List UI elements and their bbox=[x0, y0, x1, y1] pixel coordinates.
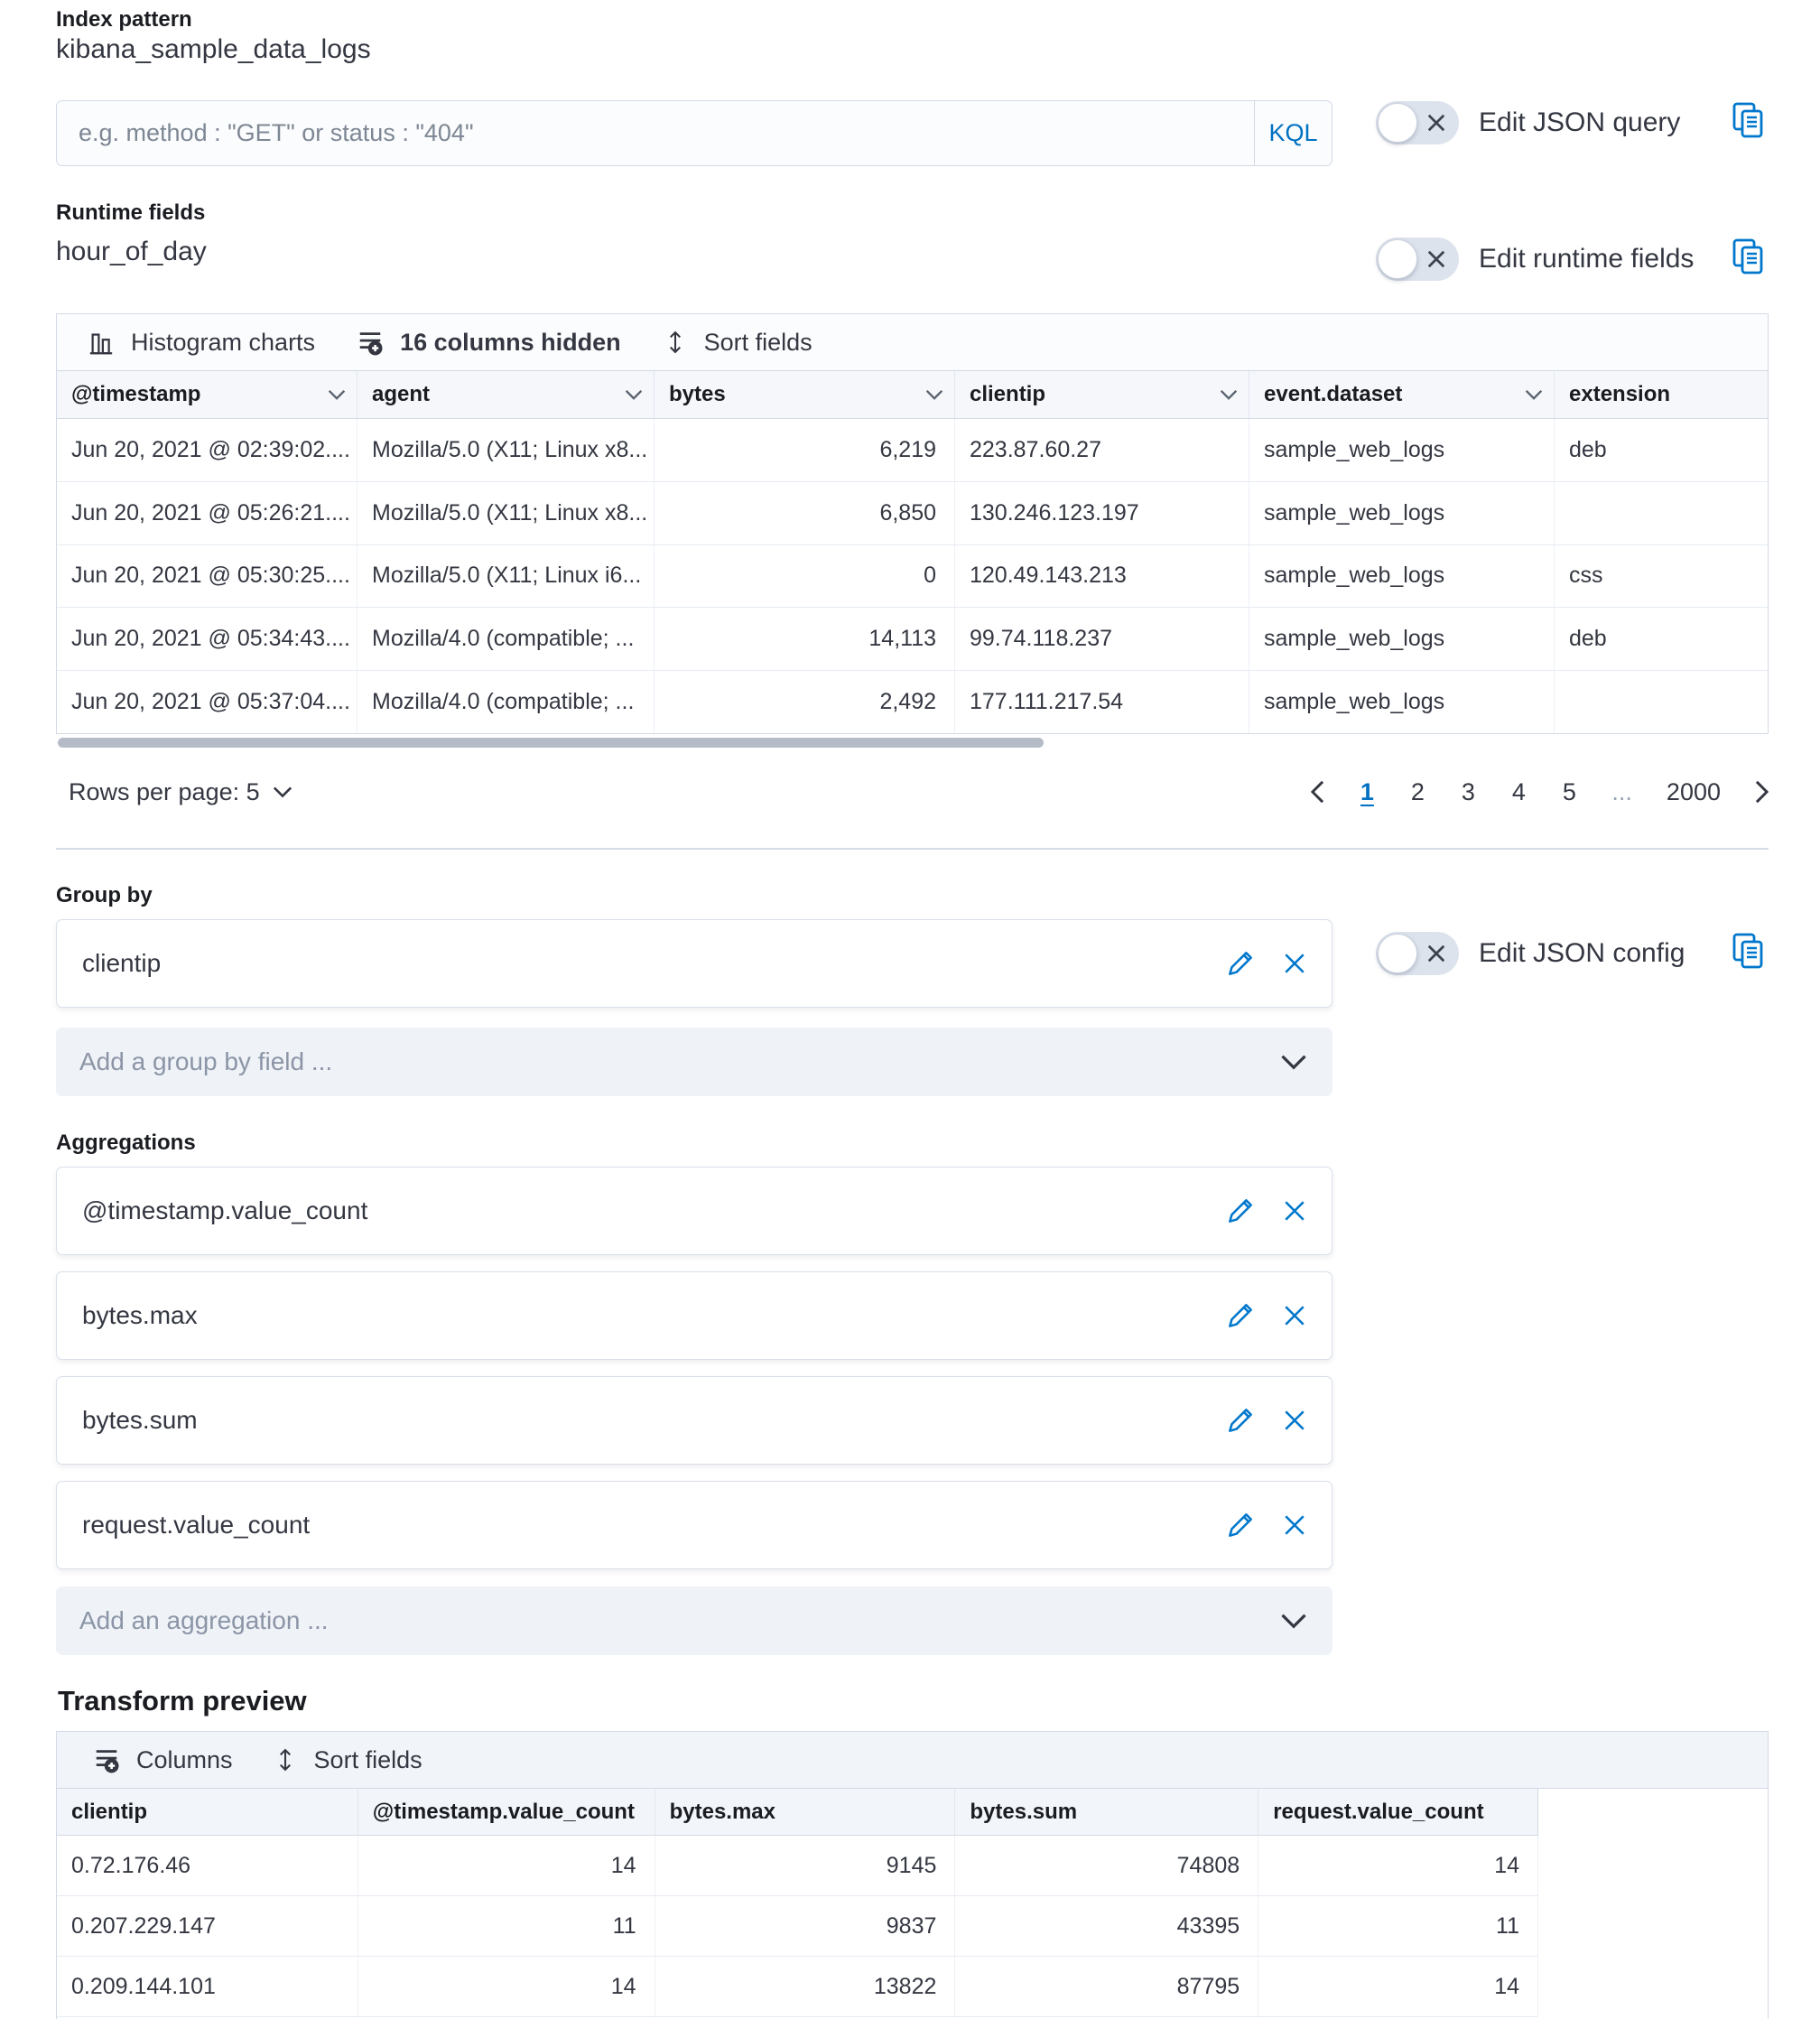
edit-json-config-toggle[interactable] bbox=[1376, 932, 1459, 975]
pagination-page-5[interactable]: 5 bbox=[1562, 777, 1576, 805]
cell-clientip: 120.49.143.213 bbox=[955, 545, 1249, 608]
pagination-page-4[interactable]: 4 bbox=[1511, 777, 1526, 805]
cell-clientip: 177.111.217.54 bbox=[955, 671, 1249, 733]
cell-timestamp: Jun 20, 2021 @ 05:26:21.... bbox=[57, 482, 358, 544]
cell-clientip: 99.74.118.237 bbox=[955, 608, 1249, 670]
column-header-clientip[interactable]: clientip bbox=[57, 1789, 358, 1835]
remove-aggregation-button[interactable] bbox=[1283, 1199, 1306, 1223]
next-page-button[interactable] bbox=[1755, 780, 1769, 804]
pencil-icon bbox=[1225, 1405, 1256, 1436]
query-bar bbox=[56, 100, 1332, 166]
copy-json-query-button[interactable] bbox=[1730, 99, 1766, 141]
remove-x-icon bbox=[1283, 1304, 1306, 1327]
edit-aggregation-button[interactable] bbox=[1225, 1300, 1256, 1331]
preview-columns-button[interactable] bbox=[93, 1746, 233, 1774]
group-by-item-clientip bbox=[56, 919, 1332, 1008]
edit-aggregation-button[interactable] bbox=[1225, 1510, 1256, 1540]
column-header-event-dataset[interactable]: event.dataset bbox=[1249, 371, 1555, 418]
cell-timestamp: Jun 20, 2021 @ 02:39:02.... bbox=[57, 419, 358, 481]
pencil-icon bbox=[1225, 1300, 1256, 1331]
section-divider bbox=[56, 848, 1769, 850]
cell-agent: Mozilla/5.0 (X11; Linux i6... bbox=[358, 545, 655, 608]
group-by-label: Group by bbox=[56, 883, 153, 907]
index-pattern-value: kibana_sample_data_logs bbox=[56, 34, 371, 64]
chevron-down-icon bbox=[625, 389, 643, 400]
chevron-down-icon bbox=[1280, 1054, 1307, 1070]
columns-list-add-icon bbox=[357, 329, 384, 356]
pencil-icon bbox=[1225, 948, 1256, 979]
cell-event-dataset: sample_web_logs bbox=[1249, 482, 1555, 544]
chevron-down-icon bbox=[1280, 1613, 1307, 1629]
column-header-request-value-count[interactable]: request.value_count bbox=[1273, 1799, 1484, 1824]
column-header-bytes[interactable]: bytes bbox=[655, 371, 955, 418]
aggregation-item-actions bbox=[1225, 1405, 1306, 1436]
cell-request-value-count: 14 bbox=[1494, 1973, 1519, 1999]
pagination-ellipsis: ... bbox=[1611, 777, 1632, 805]
column-header-extension[interactable]: extension bbox=[1569, 382, 1671, 406]
toggle-knob bbox=[1378, 103, 1417, 143]
toggle-off-x-icon bbox=[1426, 249, 1446, 269]
edit-json-query-label: Edit JSON query bbox=[1479, 107, 1681, 137]
cell-timestamp-value-count: 14 bbox=[358, 1836, 655, 1895]
histogram-charts-button[interactable] bbox=[88, 329, 315, 357]
cell-timestamp-value-count: 11 bbox=[358, 1896, 655, 1956]
chevron-down-icon bbox=[1525, 389, 1543, 400]
runtime-fields-value: hour_of_day bbox=[56, 237, 207, 266]
aggregation-item-timestamp-value-count bbox=[56, 1167, 1332, 1255]
cell-bytes-max: 9837 bbox=[655, 1896, 956, 1956]
cell-clientip: 0.207.229.147 bbox=[57, 1896, 358, 1956]
histogram-charts-label: Histogram charts bbox=[131, 328, 316, 356]
aggregation-item-label: @timestamp.value_count bbox=[82, 1196, 368, 1224]
cell-timestamp-value-count: 14 bbox=[358, 1957, 655, 2016]
cell-agent: Mozilla/4.0 (compatible; ... bbox=[358, 608, 655, 670]
cell-clientip: 0.209.144.101 bbox=[57, 1957, 358, 2016]
table-row bbox=[57, 419, 1768, 482]
table-row bbox=[57, 482, 1768, 545]
cell-agent: Mozilla/5.0 (X11; Linux x8... bbox=[358, 419, 655, 481]
edit-runtime-fields-toggle[interactable] bbox=[1376, 237, 1459, 281]
toggle-off-x-icon bbox=[1426, 113, 1446, 133]
cell-bytes-sum: 87795 bbox=[955, 1957, 1258, 2016]
add-group-by-placeholder: Add a group by field ... bbox=[79, 1047, 333, 1075]
toggle-knob bbox=[1378, 934, 1417, 973]
columns-hidden-button[interactable] bbox=[357, 329, 621, 357]
add-group-by-select[interactable] bbox=[56, 1028, 1332, 1096]
copy-icon bbox=[1732, 101, 1764, 139]
aggregation-item-actions bbox=[1225, 1196, 1306, 1226]
columns-hidden-label: 16 columns hidden bbox=[400, 328, 621, 356]
preview-grid-header bbox=[57, 1789, 1538, 1836]
cell-bytes: 0 bbox=[655, 545, 955, 608]
edit-group-by-button[interactable] bbox=[1225, 948, 1256, 979]
add-aggregation-select[interactable] bbox=[56, 1586, 1332, 1655]
rows-per-page-label: Rows per page: 5 bbox=[69, 777, 260, 805]
sort-fields-label: Sort fields bbox=[703, 328, 812, 356]
copy-icon bbox=[1732, 932, 1764, 970]
query-input[interactable] bbox=[57, 101, 1254, 165]
cell-bytes-max: 9145 bbox=[655, 1836, 956, 1895]
chevron-down-icon bbox=[1220, 389, 1238, 400]
aggregation-item-request-value-count bbox=[56, 1481, 1332, 1569]
chevron-left-icon bbox=[1311, 780, 1324, 804]
runtime-fields-label: Runtime fields bbox=[56, 200, 206, 225]
source-grid-header bbox=[57, 371, 1768, 419]
cell-clientip: 0.72.176.46 bbox=[57, 1836, 358, 1895]
aggregation-item-label: bytes.max bbox=[82, 1301, 198, 1329]
rows-per-page-button[interactable] bbox=[69, 772, 292, 812]
copy-json-config-button[interactable] bbox=[1730, 930, 1766, 972]
pencil-icon bbox=[1225, 1510, 1256, 1540]
cell-clientip: 130.246.123.197 bbox=[955, 482, 1249, 544]
edit-json-query-toggle[interactable] bbox=[1376, 101, 1459, 144]
column-header-bytes-max[interactable]: bytes.max bbox=[655, 1789, 956, 1835]
preview-sort-fields-label: Sort fields bbox=[313, 1745, 422, 1773]
sort-icon bbox=[273, 1746, 298, 1773]
cell-extension bbox=[1555, 482, 1768, 544]
chevron-down-icon bbox=[328, 389, 346, 400]
copy-icon bbox=[1732, 237, 1764, 275]
cell-clientip: 223.87.60.27 bbox=[955, 419, 1249, 481]
cell-bytes-sum: 74808 bbox=[955, 1836, 1258, 1895]
remove-x-icon bbox=[1283, 1199, 1306, 1223]
remove-group-by-button[interactable] bbox=[1283, 952, 1306, 975]
pagination-page-1[interactable]: 1 bbox=[1360, 777, 1374, 805]
cell-request-value-count: 11 bbox=[1496, 1912, 1519, 1939]
column-header-timestamp[interactable]: @timestamp bbox=[57, 371, 358, 418]
cell-bytes-max: 13822 bbox=[655, 1957, 956, 2016]
cell-extension: deb bbox=[1569, 436, 1607, 462]
sort-fields-button[interactable] bbox=[663, 329, 812, 357]
preview-data-grid bbox=[56, 1731, 1769, 2019]
columns-list-add-icon bbox=[93, 1746, 120, 1773]
sort-icon bbox=[663, 329, 688, 356]
pagination-page-2[interactable]: 2 bbox=[1410, 777, 1425, 805]
cell-bytes-sum: 43395 bbox=[955, 1896, 1258, 1956]
cell-extension: deb bbox=[1569, 626, 1607, 652]
cell-bytes: 14,113 bbox=[655, 608, 955, 670]
table-row bbox=[57, 1957, 1538, 2017]
cell-extension bbox=[1555, 671, 1768, 733]
aggregations-label: Aggregations bbox=[56, 1130, 196, 1155]
column-header-agent[interactable]: agent bbox=[358, 371, 655, 418]
table-row bbox=[57, 1836, 1538, 1896]
remove-aggregation-button[interactable] bbox=[1283, 1513, 1306, 1537]
cell-request-value-count: 14 bbox=[1494, 1852, 1519, 1878]
group-by-item-actions bbox=[1225, 948, 1306, 979]
cell-event-dataset: sample_web_logs bbox=[1249, 419, 1555, 481]
pagination-page-3[interactable]: 3 bbox=[1461, 777, 1475, 805]
cell-timestamp: Jun 20, 2021 @ 05:37:04.... bbox=[57, 671, 358, 733]
edit-aggregation-button[interactable] bbox=[1225, 1405, 1256, 1436]
add-aggregation-placeholder: Add an aggregation ... bbox=[79, 1606, 329, 1634]
remove-x-icon bbox=[1283, 1409, 1306, 1432]
source-grid-toolbar bbox=[57, 314, 1768, 371]
chevron-down-icon bbox=[925, 389, 943, 400]
cell-extension: css bbox=[1569, 563, 1603, 589]
cell-agent: Mozilla/5.0 (X11; Linux x8... bbox=[358, 482, 655, 544]
aggregation-item-bytes-max bbox=[56, 1271, 1332, 1360]
column-header-clientip[interactable]: clientip bbox=[955, 371, 1249, 418]
edit-runtime-fields-label: Edit runtime fields bbox=[1479, 244, 1695, 274]
preview-grid-toolbar bbox=[57, 1732, 1768, 1789]
preview-columns-label: Columns bbox=[136, 1745, 233, 1773]
cell-event-dataset: sample_web_logs bbox=[1249, 608, 1555, 670]
aggregation-item-actions bbox=[1225, 1300, 1306, 1331]
table-row bbox=[57, 671, 1768, 733]
histogram-icon bbox=[88, 329, 115, 356]
edit-aggregation-button[interactable] bbox=[1225, 1196, 1256, 1226]
remove-aggregation-button[interactable] bbox=[1283, 1304, 1306, 1327]
pagination-page-2000[interactable]: 2000 bbox=[1666, 777, 1721, 805]
column-header-timestamp-value-count[interactable]: @timestamp.value_count bbox=[358, 1789, 655, 1835]
group-by-item-label: clientip bbox=[82, 949, 162, 977]
remove-aggregation-button[interactable] bbox=[1283, 1409, 1306, 1432]
edit-json-config-row bbox=[1376, 932, 1685, 975]
remove-x-icon bbox=[1283, 1513, 1306, 1537]
horizontal-scrollbar[interactable] bbox=[58, 738, 1044, 748]
previous-page-button[interactable] bbox=[1311, 780, 1324, 804]
aggregation-item-label: bytes.sum bbox=[82, 1406, 198, 1434]
copy-runtime-fields-button[interactable] bbox=[1730, 236, 1766, 277]
aggregation-item-actions bbox=[1225, 1510, 1306, 1540]
chevron-right-icon bbox=[1755, 780, 1769, 804]
cell-bytes: 6,850 bbox=[655, 482, 955, 544]
kql-button[interactable]: KQL bbox=[1254, 101, 1332, 165]
cell-timestamp: Jun 20, 2021 @ 05:30:25.... bbox=[57, 545, 358, 608]
aggregation-item-label: request.value_count bbox=[82, 1511, 311, 1539]
pagination bbox=[1311, 772, 1769, 812]
table-row bbox=[57, 545, 1768, 609]
source-data-grid bbox=[56, 313, 1769, 734]
aggregation-item-bytes-sum bbox=[56, 1376, 1332, 1465]
preview-title: Transform preview bbox=[58, 1685, 307, 1717]
toggle-knob bbox=[1378, 239, 1417, 279]
edit-runtime-fields-row bbox=[1376, 237, 1694, 281]
pencil-icon bbox=[1225, 1196, 1256, 1226]
cell-event-dataset: sample_web_logs bbox=[1249, 671, 1555, 733]
cell-bytes: 6,219 bbox=[655, 419, 955, 481]
cell-bytes: 2,492 bbox=[655, 671, 955, 733]
toggle-off-x-icon bbox=[1426, 944, 1446, 963]
column-header-bytes-sum[interactable]: bytes.sum bbox=[955, 1789, 1258, 1835]
index-pattern-label: Index pattern bbox=[56, 7, 192, 32]
cell-agent: Mozilla/4.0 (compatible; ... bbox=[358, 671, 655, 733]
preview-sort-fields-button[interactable] bbox=[273, 1746, 422, 1774]
table-row bbox=[57, 1896, 1538, 1957]
remove-x-icon bbox=[1283, 952, 1306, 975]
cell-event-dataset: sample_web_logs bbox=[1249, 545, 1555, 608]
chevron-down-icon bbox=[273, 786, 292, 798]
cell-timestamp: Jun 20, 2021 @ 05:34:43.... bbox=[57, 608, 358, 670]
edit-json-query-row bbox=[1376, 101, 1680, 144]
table-row bbox=[57, 608, 1768, 671]
edit-json-config-label: Edit JSON config bbox=[1479, 938, 1685, 968]
